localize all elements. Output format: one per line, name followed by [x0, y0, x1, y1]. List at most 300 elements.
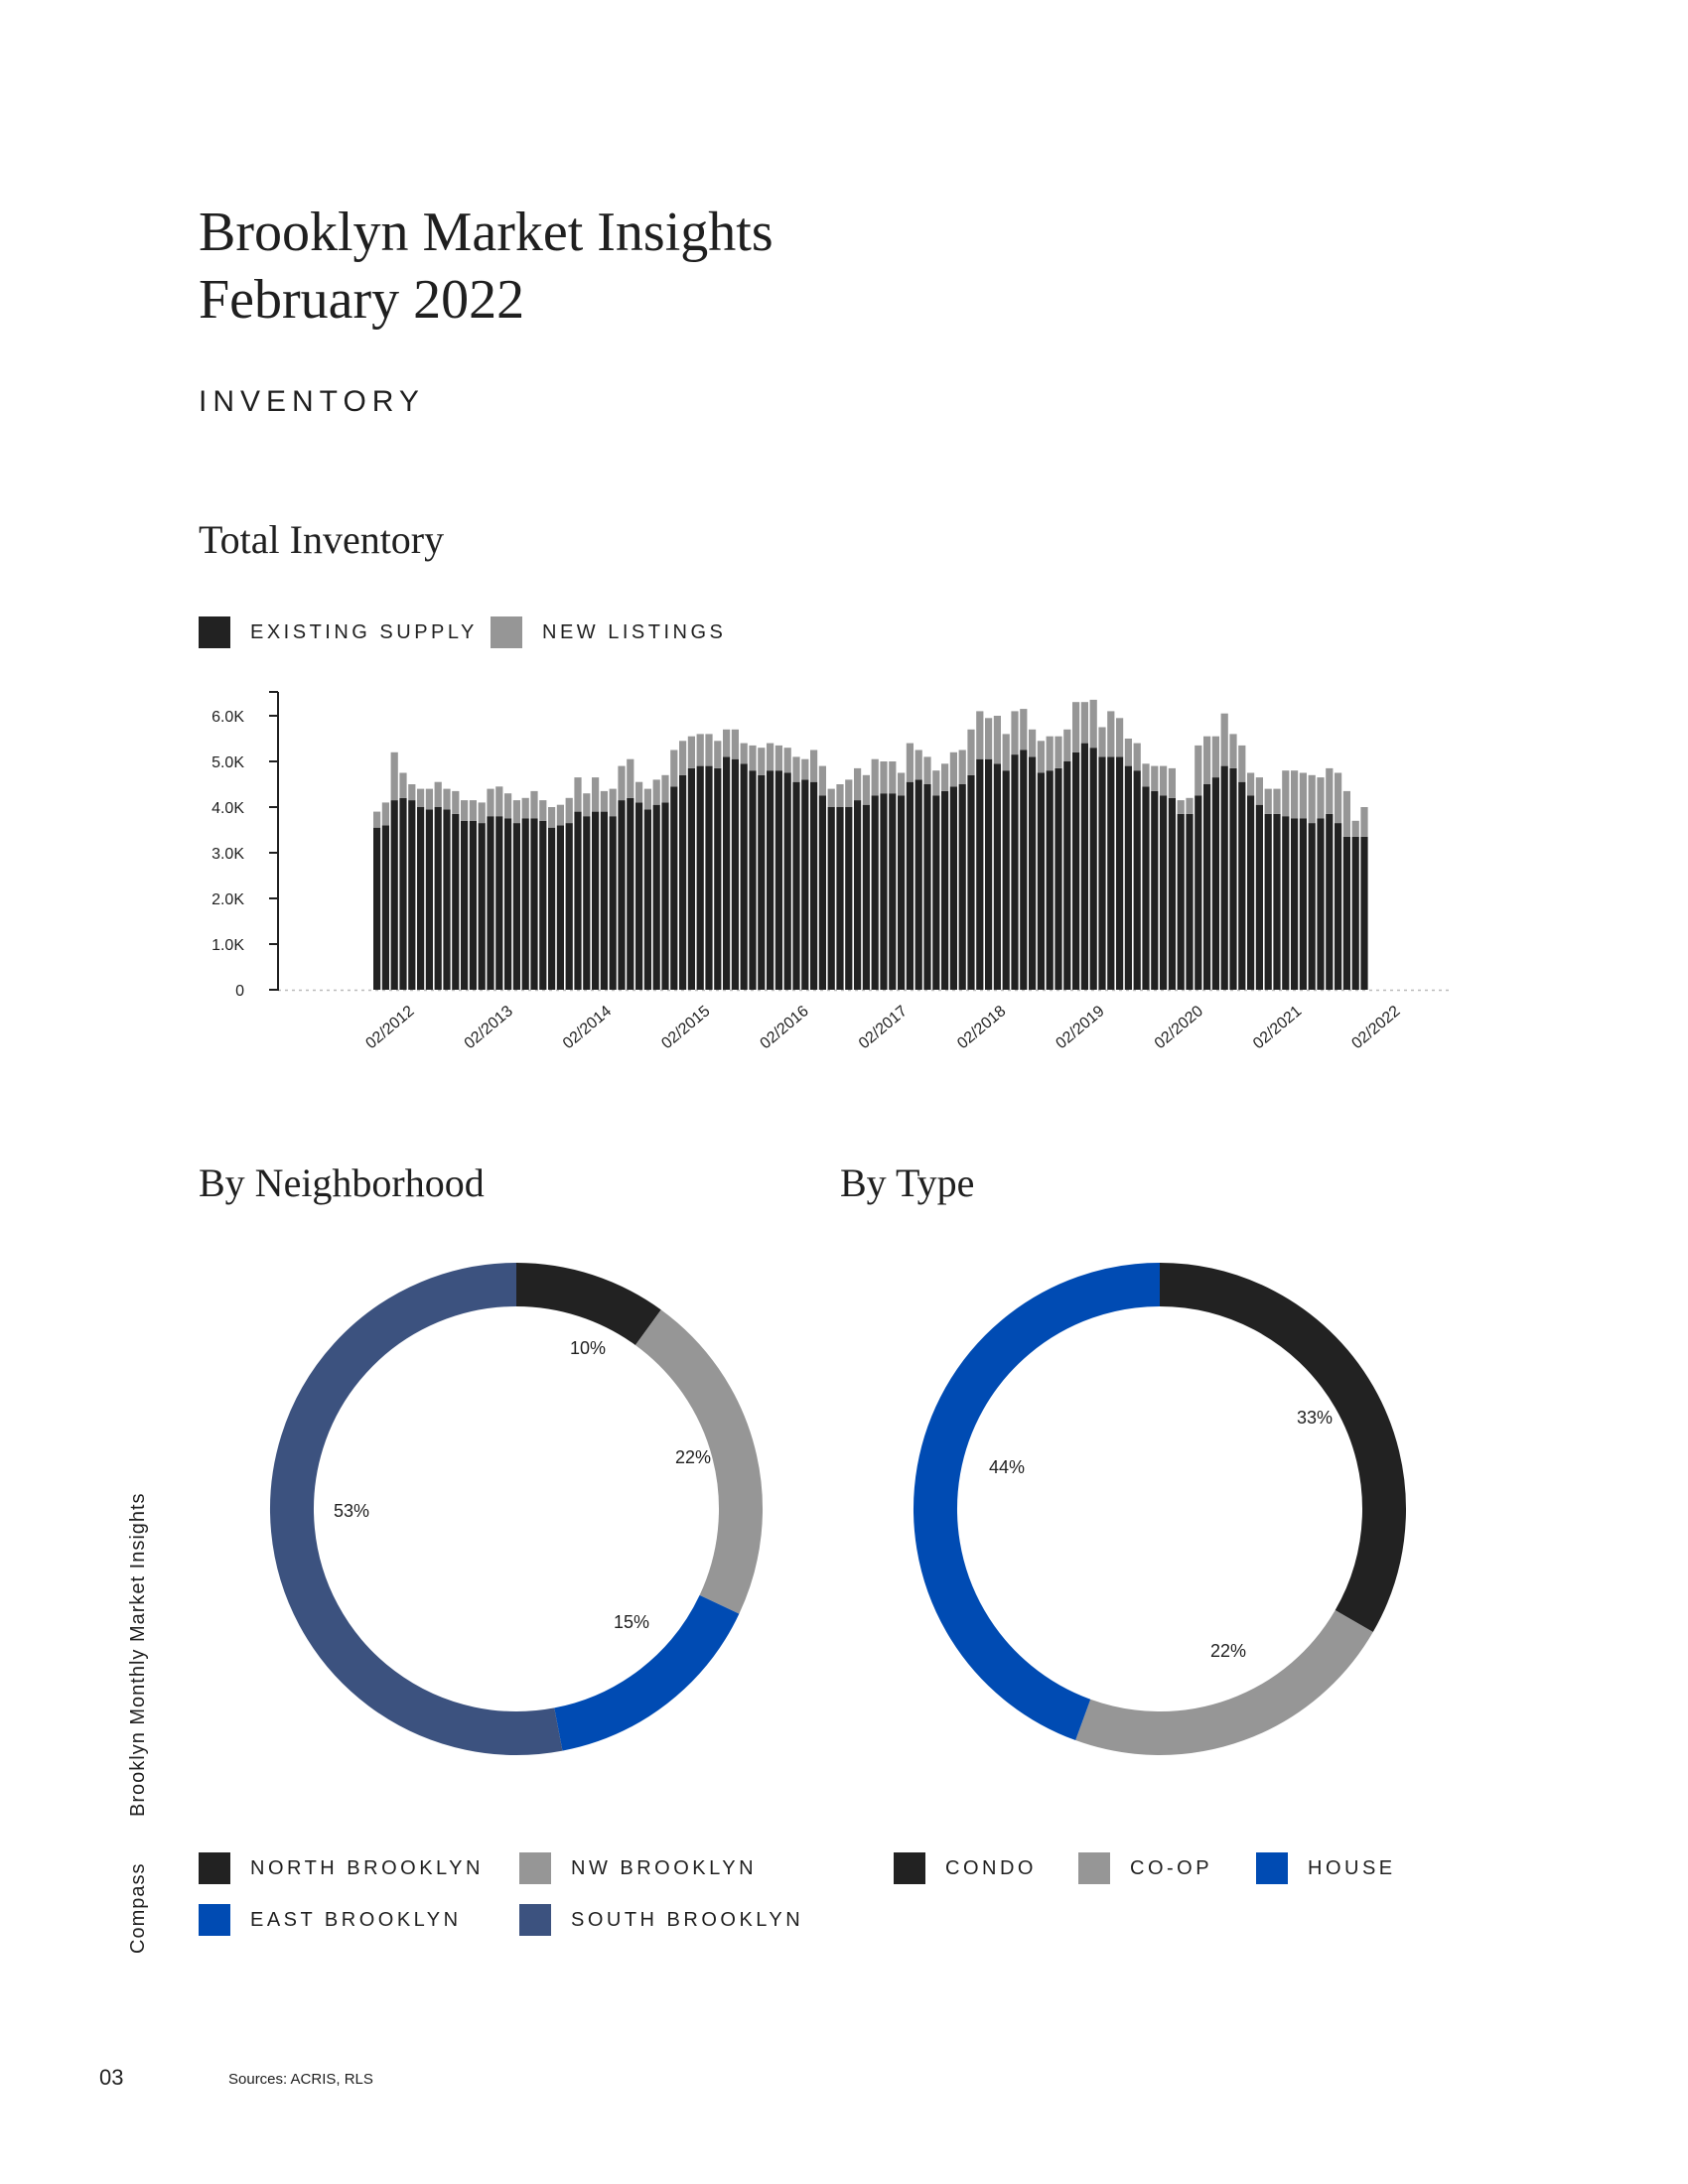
bar-new-listings [828, 789, 835, 807]
bar-existing-supply [1326, 814, 1333, 990]
bar-new-listings [1038, 741, 1045, 772]
bar-existing-supply [391, 800, 398, 990]
bar-existing-supply [967, 775, 974, 990]
bar-existing-supply [1343, 837, 1350, 990]
bar-existing-supply [548, 828, 555, 990]
bar-new-listings [635, 782, 642, 803]
bar-existing-supply [985, 759, 992, 990]
total-inventory-heading: Total Inventory [199, 517, 445, 562]
bar-new-listings [408, 784, 415, 800]
bar-existing-supply [1107, 756, 1114, 990]
bar-existing-supply [1229, 768, 1236, 990]
x-tick-label: 02/2021 [1250, 1003, 1306, 1053]
section-label: INVENTORY [199, 385, 425, 418]
bar-existing-supply [1221, 766, 1228, 990]
bar-existing-supply [819, 796, 826, 991]
bar-new-listings [1178, 800, 1185, 814]
bar-existing-supply [670, 786, 677, 990]
south-brooklyn-swatch [519, 1904, 551, 1936]
bar-existing-supply [443, 809, 450, 990]
bar-new-listings [391, 752, 398, 800]
bar-new-listings [967, 730, 974, 775]
bar-existing-supply [435, 807, 442, 990]
sidebar-brand: Compass [127, 1862, 149, 1954]
legend-east-brooklyn-label: EAST BROOKLYN [250, 1908, 462, 1931]
bar-new-listings [1151, 766, 1158, 791]
bar-new-listings [399, 773, 406, 798]
bar-new-listings [1265, 789, 1272, 814]
bar-existing-supply [994, 763, 1001, 990]
bar-new-listings [1090, 700, 1097, 748]
bar-existing-supply [627, 798, 633, 990]
bar-existing-supply [1360, 837, 1367, 990]
bar-existing-supply [775, 770, 782, 990]
bar-new-listings [653, 779, 660, 804]
bar-new-listings [749, 746, 756, 770]
bar-existing-supply [408, 800, 415, 990]
donut-percent-label: 53% [333, 1501, 370, 1521]
bar-new-listings [1229, 734, 1236, 768]
bar-existing-supply [950, 786, 957, 990]
y-tick-label: 3.0K [211, 846, 244, 863]
bar-new-listings [417, 789, 424, 807]
bar-new-listings [487, 789, 493, 817]
bar-new-listings [1291, 770, 1298, 818]
co-op-swatch [1078, 1852, 1110, 1884]
bar-existing-supply [1047, 770, 1054, 990]
sidebar-publication: Brooklyn Monthly Market Insights [127, 1492, 149, 1817]
bar-existing-supply [749, 770, 756, 990]
bar-existing-supply [697, 766, 704, 990]
bar-existing-supply [898, 796, 905, 991]
bar-new-listings [661, 775, 668, 803]
donut-slice-north-brooklyn [516, 1285, 648, 1327]
bar-new-listings [994, 716, 1001, 763]
bar-existing-supply [373, 828, 380, 990]
bar-new-listings [435, 782, 442, 807]
bar-new-listings [758, 748, 765, 775]
bar-new-listings [479, 802, 486, 823]
bar-new-listings [1317, 777, 1324, 818]
bar-existing-supply [872, 796, 879, 991]
bar-existing-supply [1072, 752, 1079, 990]
bar-new-listings [601, 791, 608, 812]
bar-existing-supply [661, 802, 668, 990]
bar-new-listings [1195, 746, 1201, 796]
x-tick-label: 02/2019 [1053, 1003, 1108, 1053]
bar-new-listings [1238, 746, 1245, 782]
bar-new-listings [1343, 791, 1350, 837]
bar-existing-supply [1291, 819, 1298, 991]
bar-existing-supply [1335, 823, 1341, 990]
bar-new-listings [1326, 768, 1333, 814]
bar-new-listings [1142, 763, 1149, 786]
bar-existing-supply [1003, 770, 1010, 990]
bar-new-listings [810, 751, 817, 782]
bar-new-listings [583, 793, 590, 816]
bar-new-listings [732, 730, 739, 759]
bar-new-listings [923, 756, 930, 784]
bar-new-listings [426, 789, 433, 810]
bar-new-listings [741, 744, 748, 764]
sources-note: Sources: ACRIS, RLS [228, 2071, 373, 2088]
bar-existing-supply [1238, 782, 1245, 990]
bar-new-listings [443, 789, 450, 810]
bar-existing-supply [845, 807, 852, 990]
legend-existing-label: EXISTING SUPPLY [250, 620, 478, 643]
bar-new-listings [470, 800, 477, 821]
bar-existing-supply [1151, 791, 1158, 990]
legend-south-brooklyn [519, 1904, 803, 1936]
legend-co-op [1078, 1852, 1212, 1884]
bar-existing-supply [522, 819, 529, 991]
new-listings-swatch [491, 616, 522, 648]
bar-new-listings [539, 800, 546, 821]
bar-existing-supply [758, 775, 765, 990]
north-brooklyn-swatch [199, 1852, 230, 1884]
bar-existing-supply [801, 779, 808, 990]
x-tick-label: 02/2012 [362, 1003, 418, 1053]
x-tick-label: 02/2014 [559, 1003, 616, 1053]
title-line-2: February 2022 [199, 269, 525, 331]
legend-condo-label: CONDO [945, 1856, 1037, 1879]
x-tick-label: 02/2017 [855, 1003, 912, 1053]
bar-existing-supply [1020, 751, 1027, 991]
total-inventory-chart [0, 685, 1688, 1102]
bar-existing-supply [976, 759, 983, 990]
y-tick-label: 2.0K [211, 891, 244, 908]
bar-existing-supply [723, 756, 730, 990]
bar-existing-supply [1081, 744, 1088, 990]
donut-percent-label: 15% [613, 1612, 650, 1632]
bar-new-listings [767, 744, 774, 771]
bar-existing-supply [530, 819, 537, 991]
bar-existing-supply [1169, 798, 1176, 990]
bar-existing-supply [1247, 796, 1254, 991]
legend-north-brooklyn [199, 1852, 484, 1884]
bar-existing-supply [382, 825, 389, 990]
bar-existing-supply [932, 796, 939, 991]
title-line-1: Brooklyn Market Insights [199, 202, 774, 263]
bar-existing-supply [1273, 814, 1280, 990]
bar-new-listings [819, 766, 826, 796]
x-tick-label: 02/2013 [461, 1003, 516, 1053]
bar-new-listings [513, 800, 520, 823]
bar-new-listings [898, 773, 905, 796]
bar-existing-supply [1011, 754, 1018, 990]
bar-new-listings [801, 759, 808, 780]
bar-new-listings [530, 791, 537, 819]
bar-existing-supply [1300, 819, 1307, 991]
bar-existing-supply [679, 775, 686, 990]
bar-new-listings [1186, 798, 1193, 814]
bar-existing-supply [732, 759, 739, 990]
bar-existing-supply [1029, 756, 1036, 990]
bar-new-listings [1055, 737, 1061, 768]
east-brooklyn-swatch [199, 1904, 230, 1936]
bar-new-listings [863, 775, 870, 805]
bar-new-listings [548, 807, 555, 828]
bar-new-listings [670, 751, 677, 787]
bar-new-listings [1335, 773, 1341, 824]
legend-new-listings [491, 616, 726, 648]
bar-new-listings [627, 759, 633, 798]
bar-existing-supply [461, 821, 468, 990]
bar-existing-supply [1309, 823, 1316, 990]
bar-existing-supply [574, 812, 581, 990]
bar-existing-supply [1186, 814, 1193, 990]
x-tick-label: 02/2022 [1348, 1003, 1404, 1053]
bar-existing-supply [592, 812, 599, 990]
bar-new-listings [557, 805, 564, 826]
inventory-legend [199, 616, 794, 648]
bar-existing-supply [653, 805, 660, 990]
bar-existing-supply [854, 800, 861, 990]
bar-existing-supply [539, 821, 546, 990]
bar-existing-supply [557, 825, 564, 990]
bar-new-listings [1160, 766, 1167, 796]
x-tick-label: 02/2015 [658, 1003, 714, 1053]
bar-new-listings [382, 802, 389, 825]
bar-new-listings [1212, 737, 1219, 777]
bar-new-listings [566, 798, 573, 823]
bar-existing-supply [923, 784, 930, 990]
bar-existing-supply [907, 782, 914, 990]
x-tick-label: 02/2016 [757, 1003, 812, 1053]
bar-existing-supply [741, 763, 748, 990]
bar-existing-supply [714, 768, 721, 990]
bar-existing-supply [452, 814, 459, 990]
by-neighborhood-heading: By Neighborhood [199, 1160, 485, 1205]
bar-existing-supply [601, 812, 608, 990]
bar-new-listings [1081, 702, 1088, 743]
bar-new-listings [941, 763, 948, 791]
existing-supply-swatch [199, 616, 230, 648]
bar-new-listings [461, 800, 468, 821]
bar-new-listings [792, 756, 799, 781]
bar-new-listings [618, 766, 625, 801]
bar-existing-supply [810, 782, 817, 990]
bar-existing-supply [1063, 761, 1070, 990]
donut-slice-house [935, 1285, 1160, 1719]
bar-new-listings [610, 789, 617, 817]
bar-existing-supply [836, 807, 843, 990]
bar-new-listings [1072, 702, 1079, 752]
bar-existing-supply [618, 800, 625, 990]
bar-new-listings [1309, 775, 1316, 823]
bar-existing-supply [1195, 796, 1201, 991]
bar-existing-supply [566, 823, 573, 990]
bar-new-listings [959, 751, 966, 785]
house-swatch [1256, 1852, 1288, 1884]
bar-new-listings [1300, 773, 1307, 819]
bar-existing-supply [426, 809, 433, 990]
y-tick-label: 6.0K [211, 709, 244, 726]
bar-new-listings [784, 748, 791, 772]
legend-house-label: HOUSE [1308, 1856, 1396, 1879]
bar-new-listings [872, 759, 879, 796]
page-title [199, 199, 774, 334]
neighborhood-legend [199, 1852, 834, 1937]
condo-swatch [894, 1852, 925, 1884]
bar-existing-supply [1090, 748, 1097, 990]
bar-new-listings [1020, 709, 1027, 750]
bar-new-listings [495, 786, 502, 816]
donut-slice-south-brooklyn [292, 1285, 558, 1733]
bar-existing-supply [1317, 819, 1324, 991]
bar-existing-supply [1352, 837, 1359, 990]
bar-new-listings [1107, 711, 1114, 756]
donut-percent-label: 10% [569, 1338, 607, 1358]
bar-new-listings [775, 746, 782, 770]
bar-new-listings [1169, 768, 1176, 798]
bar-existing-supply [583, 816, 590, 990]
bar-existing-supply [705, 766, 712, 990]
bar-existing-supply [889, 793, 896, 990]
bar-new-listings [915, 751, 922, 780]
y-tick-label: 1.0K [211, 937, 244, 954]
bar-new-listings [1134, 744, 1141, 771]
bar-new-listings [1098, 728, 1105, 757]
bar-existing-supply [417, 807, 424, 990]
bar-new-listings [1011, 711, 1018, 754]
bar-new-listings [688, 737, 695, 768]
bar-existing-supply [1282, 816, 1289, 990]
bar-existing-supply [767, 770, 774, 990]
bar-existing-supply [1098, 756, 1105, 990]
donut-slice-condo [1160, 1285, 1384, 1621]
bar-existing-supply [470, 821, 477, 990]
bar-new-listings [592, 777, 599, 812]
bar-new-listings [907, 744, 914, 782]
bar-existing-supply [399, 798, 406, 990]
donut-percent-label: 22% [674, 1447, 712, 1467]
bar-new-listings [574, 777, 581, 812]
legend-condo [894, 1852, 1037, 1884]
bar-new-listings [1247, 773, 1254, 796]
type-legend [894, 1852, 1450, 1884]
bar-existing-supply [495, 816, 502, 990]
bar-existing-supply [1256, 805, 1263, 990]
bar-existing-supply [792, 782, 799, 990]
bar-existing-supply [610, 816, 617, 990]
bar-new-listings [679, 741, 686, 775]
bar-new-listings [705, 734, 712, 765]
x-tick-label: 02/2018 [954, 1003, 1010, 1053]
bar-new-listings [1125, 739, 1132, 766]
bar-existing-supply [635, 802, 642, 990]
bar-new-listings [1352, 821, 1359, 837]
bar-new-listings [1256, 777, 1263, 805]
donut-percent-label: 44% [988, 1457, 1026, 1477]
type-donut-chart [892, 1241, 1428, 1777]
bar-existing-supply [1160, 796, 1167, 991]
bar-new-listings [522, 798, 529, 819]
donut-percent-label: 22% [1209, 1641, 1247, 1661]
bar-existing-supply [915, 779, 922, 990]
y-tick-label: 4.0K [211, 800, 244, 817]
bar-existing-supply [1116, 756, 1123, 990]
donut-slice-co-op [1083, 1621, 1354, 1733]
bar-new-listings [504, 793, 511, 818]
nw-brooklyn-swatch [519, 1852, 551, 1884]
bar-existing-supply [1265, 814, 1272, 990]
bar-existing-supply [1055, 768, 1061, 990]
bar-existing-supply [1212, 777, 1219, 990]
bar-existing-supply [1038, 773, 1045, 991]
bar-existing-supply [863, 805, 870, 990]
donut-percent-label: 33% [1296, 1408, 1334, 1428]
bar-existing-supply [1203, 784, 1210, 990]
bar-new-listings [1203, 737, 1210, 784]
bar-existing-supply [784, 773, 791, 991]
bar-existing-supply [1178, 814, 1185, 990]
bar-existing-supply [1125, 766, 1132, 990]
bar-existing-supply [479, 823, 486, 990]
bar-new-listings [889, 761, 896, 793]
legend-nw-brooklyn [519, 1852, 757, 1884]
legend-south-brooklyn-label: SOUTH BROOKLYN [571, 1908, 804, 1931]
page-number: 03 [99, 2065, 124, 2090]
bar-new-listings [373, 812, 380, 828]
bar-new-listings [880, 761, 887, 793]
legend-north-brooklyn-label: NORTH BROOKLYN [250, 1856, 484, 1879]
x-tick-label: 02/2020 [1151, 1003, 1206, 1053]
bar-existing-supply [487, 816, 493, 990]
bar-new-listings [1063, 730, 1070, 761]
legend-nw-brooklyn-label: NW BROOKLYN [571, 1856, 758, 1879]
bar-existing-supply [513, 823, 520, 990]
bar-existing-supply [1134, 770, 1141, 990]
bar-existing-supply [644, 809, 651, 990]
bar-new-listings [932, 770, 939, 795]
bar-new-listings [1282, 770, 1289, 816]
bar-existing-supply [941, 791, 948, 990]
legend-east-brooklyn [199, 1904, 462, 1936]
by-type-heading: By Type [840, 1160, 975, 1205]
legend-house [1256, 1852, 1396, 1884]
bar-new-listings [452, 791, 459, 814]
legend-existing-supply [199, 616, 478, 648]
bar-new-listings [854, 768, 861, 800]
bar-new-listings [1221, 714, 1228, 766]
bar-new-listings [950, 752, 957, 787]
bar-existing-supply [880, 793, 887, 990]
bar-existing-supply [1142, 786, 1149, 990]
bar-new-listings [697, 734, 704, 765]
bar-existing-supply [504, 819, 511, 991]
bar-new-listings [985, 718, 992, 758]
bar-new-listings [1047, 737, 1054, 771]
bar-new-listings [723, 730, 730, 757]
bar-new-listings [714, 741, 721, 768]
bar-existing-supply [828, 807, 835, 990]
neighborhood-donut-chart [248, 1241, 784, 1777]
legend-new-listings-label: NEW LISTINGS [542, 620, 727, 643]
legend-co-op-label: CO-OP [1130, 1856, 1213, 1879]
y-tick-label: 0 [235, 983, 244, 1000]
bar-new-listings [1003, 734, 1010, 770]
bar-new-listings [976, 711, 983, 758]
bar-new-listings [845, 779, 852, 807]
bar-new-listings [1360, 807, 1367, 837]
bar-new-listings [644, 789, 651, 810]
bar-new-listings [1273, 789, 1280, 814]
bar-new-listings [1116, 718, 1123, 756]
bar-existing-supply [688, 768, 695, 990]
y-tick-label: 5.0K [211, 754, 244, 771]
bar-existing-supply [959, 784, 966, 990]
